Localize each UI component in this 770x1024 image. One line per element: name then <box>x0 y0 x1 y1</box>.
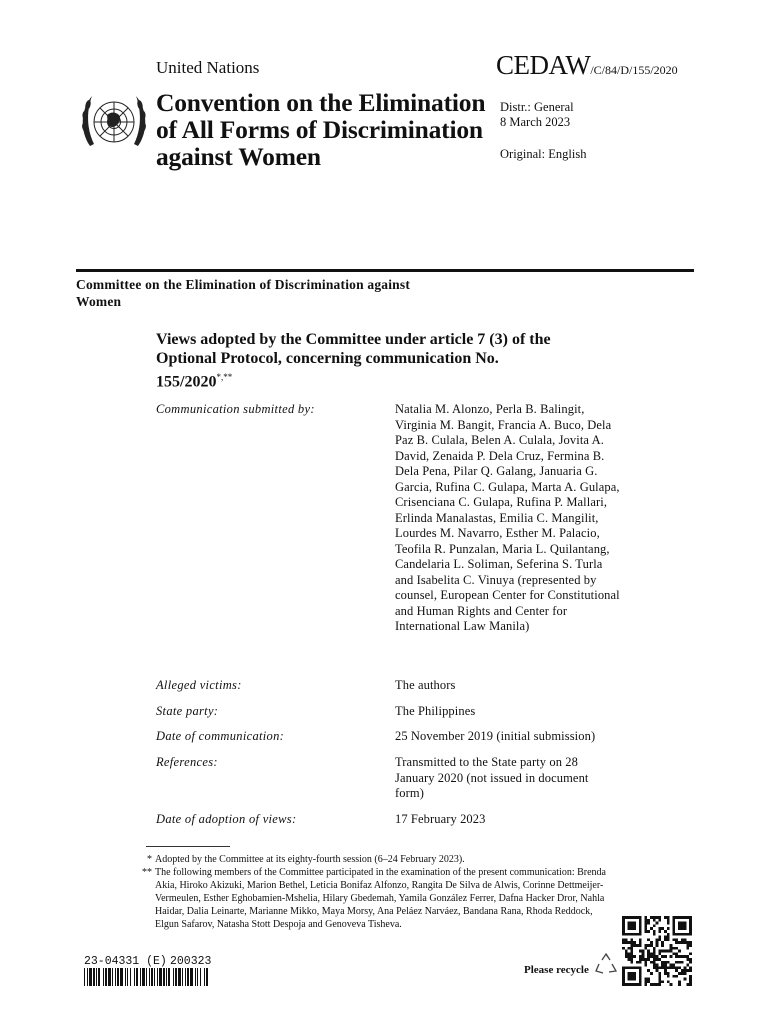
field-value: The authors <box>395 678 456 692</box>
footnote-text: The following members of the Committee participated in the examination of the present communication: Brenda Akia, Hiroko Akizuki, Marion Bethel, Leticia Bonifaz Alfonzo, Rangita De Silva de Alwis, Corinne Dettmeijer-Vermeulen, Esther Eghobamien-Mshelia, Hilary Gbedemah, Yamila González Ferrer, Dafna Hacker Dror, Nahla Haidar, Dalia Leinarte, Marianne Mikko, Maya Morsy, Ana Peláez Narváez, Bandana Rana, Rhoda Reddock, Elgun Safarov, Natasha Stott Despoja and Genoveva Tisheva. <box>155 867 606 930</box>
field-label: Date of communication: <box>156 729 285 743</box>
field-label: Alleged victims: <box>156 678 242 692</box>
field-value: 25 November 2019 (initial submission) <box>395 729 596 743</box>
views-title-text: Views adopted by the Committee under article 7 (3) of the Optional Protocol, concerning communication No. 155/2020 <box>156 331 551 391</box>
footnote-mark: * <box>147 854 152 865</box>
document-symbol-main: CEDAW <box>496 50 591 80</box>
document-number: 23-04331 (E) <box>84 955 167 968</box>
document-job-date: 200323 <box>170 955 212 968</box>
field-label: References: <box>156 755 218 769</box>
distribution-block <box>500 100 574 130</box>
field-label: Communication submitted by: <box>156 402 315 416</box>
organization-name: United Nations <box>156 58 260 77</box>
field-label: Date of adoption of views: <box>156 812 297 826</box>
convention-title: Convention on the Elimination of All Forms of Discrimination against Women <box>156 88 486 171</box>
views-title <box>156 330 576 391</box>
views-footnote-marker: *,** <box>216 372 233 382</box>
footnote-divider <box>146 846 230 847</box>
footnote-text: Adopted by the Committee at its eighty-fourth session (6–24 February 2023). <box>155 854 465 865</box>
field-value: Transmitted to the State party on 28 January 2020 (not issued in document form) <box>395 755 589 800</box>
un-emblem-icon <box>76 88 152 158</box>
field-value: Natalia M. Alonzo, Perla B. Balingit, Virginia M. Bangit, Francia A. Buco, Dela Paz B. Culala, Belen A. Culala, Jovita A. David, Zenaida P. Dela Cruz, Fermina B. Dela Pena, Pilar Q. Galang, Januaria G. Garcia, Rufina C. Gulapa, Marta A. Gulapa, Crisenciana C. Gulapa, Rufina P. Mallari, Erlinda Manalastas, Emilia C. Mangilit, Lourdes M. Navarro, Esther M. Palacio, Teofila R. Punzalan, Maria L. Quilantang, Candelaria L. Soliman, Seferina S. Turla and Isabelita C. Vinuya (represented by counsel, European Center for Constitutional and Human Rights and Center for International Law Manila) <box>395 402 620 633</box>
footnote-mark: ** <box>142 867 152 878</box>
recycle-label: Please recycle <box>524 964 589 976</box>
recycle-icon <box>594 952 618 978</box>
original-language: Original: English <box>500 147 587 161</box>
committee-name: Committee on the Elimination of Discrimination against Women <box>76 277 411 309</box>
footnotes <box>138 853 618 931</box>
document-symbol-number: /C/84/D/155/2020 <box>590 63 678 77</box>
field-value: The Philippines <box>395 704 476 718</box>
barcode-icon <box>84 968 208 986</box>
issue-date: 8 March 2023 <box>500 115 571 129</box>
distribution: Distr.: General <box>500 100 574 114</box>
qr-code-icon <box>622 914 692 988</box>
footnote <box>138 853 618 866</box>
header-divider <box>76 269 694 272</box>
document-symbol <box>496 50 678 81</box>
footnote <box>138 866 618 931</box>
field-value: 17 February 2023 <box>395 812 486 826</box>
field-label: State party: <box>156 704 219 718</box>
